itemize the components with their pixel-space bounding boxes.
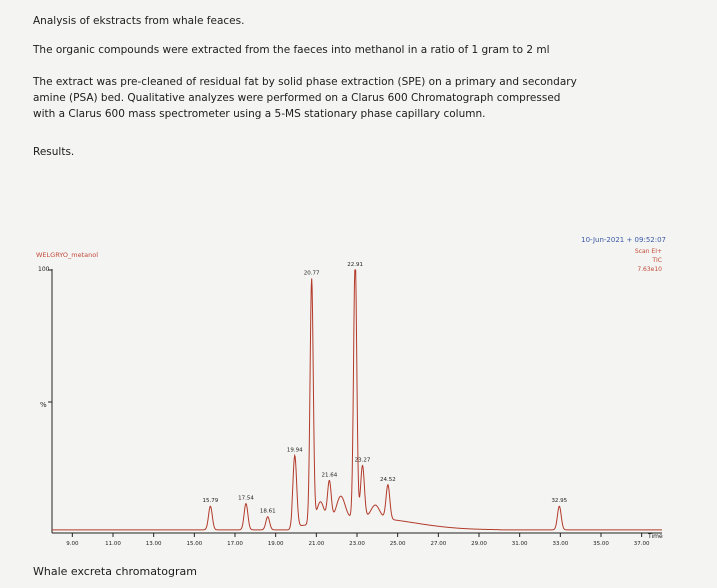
tic-trace-line xyxy=(52,270,662,530)
extraction-paragraph: The organic compounds were extracted from the faeces into methanol in a ratio of 1 gram to 2 ml xyxy=(33,44,550,56)
intensity-label: 7.63e10 xyxy=(637,266,662,273)
x-tick-label: 13.00 xyxy=(145,541,162,547)
figure-caption: Whale excreta chromatogram xyxy=(33,565,197,578)
method-line-1: The extract was pre-cleaned of residual fat by solid phase extraction (SPE) on a primary and secondary xyxy=(33,76,577,88)
method-line-3: with a Clarus 600 mass spectrometer using a 5-MS stationary phase capillary column. xyxy=(33,108,486,120)
x-tick-label: 37.00 xyxy=(633,541,650,547)
x-tick-label: 33.00 xyxy=(552,541,569,547)
x-tick-label: 25.00 xyxy=(389,541,406,547)
x-tick-label: 9.00 xyxy=(66,541,79,547)
method-line-2: amine (PSA) bed. Qualitative analyzes were performed on a Clarus 600 Chromatograph compressed xyxy=(33,92,561,104)
results-heading: Results. xyxy=(33,146,75,158)
peak-label: 15.79 xyxy=(202,498,219,505)
document-title: Analysis of ekstracts from whale feaces. xyxy=(33,15,245,27)
x-tick-label: 15.00 xyxy=(186,541,203,547)
x-tick-label: 11.00 xyxy=(105,541,121,547)
peak-label: 17.54 xyxy=(238,495,254,502)
scan-mode-label: Scan EI+ xyxy=(634,248,662,255)
y-tick-percent: % xyxy=(40,401,47,409)
x-tick-label: 31.00 xyxy=(511,541,528,547)
x-tick-label: 21.00 xyxy=(308,541,325,547)
peak-label: 22.91 xyxy=(347,262,364,268)
x-tick-label: 35.00 xyxy=(593,541,609,547)
y-tick-100: 100 xyxy=(38,266,50,273)
sample-name-label: WELGRYO_metanol xyxy=(36,251,99,259)
peak-label: 32.95 xyxy=(551,498,568,505)
x-tick-label: 23.00 xyxy=(349,541,365,547)
peak-label: 21.64 xyxy=(321,472,338,479)
x-tick-label: 19.00 xyxy=(267,541,284,547)
x-tick-label: 27.00 xyxy=(430,541,447,547)
x-axis-label: Time xyxy=(648,533,663,540)
peak-label-group xyxy=(203,262,568,515)
chromatogram-chart xyxy=(0,225,717,560)
method-paragraph xyxy=(33,74,683,122)
peak-label: 19.94 xyxy=(286,447,303,454)
date-time-label: 10-Jun-2021 + 09:52:07 xyxy=(581,236,666,244)
x-tick-label: 29.00 xyxy=(471,541,487,547)
x-tick-label: 17.00 xyxy=(227,541,243,547)
peak-label: 18.61 xyxy=(259,508,276,515)
peak-label: 20.77 xyxy=(303,270,320,277)
trace-label: TIC xyxy=(652,257,662,264)
peak-label: 24.52 xyxy=(380,476,396,483)
peak-label: 23.27 xyxy=(354,457,371,464)
x-tick-group xyxy=(66,533,650,547)
